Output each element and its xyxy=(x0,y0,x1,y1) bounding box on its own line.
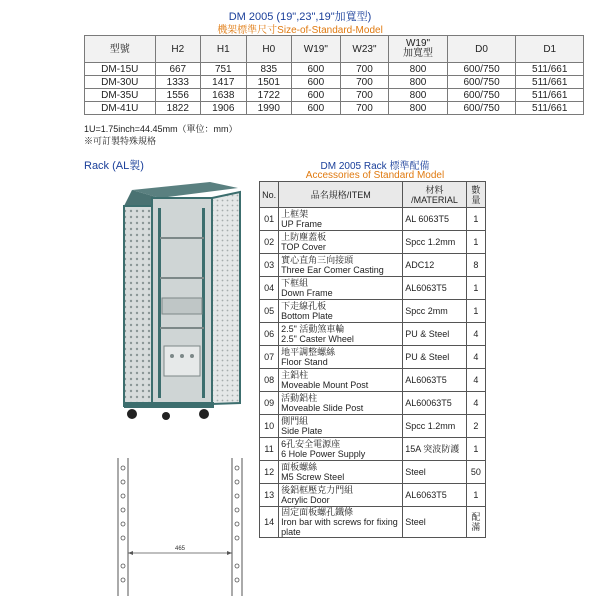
accessory-item-en: Iron bar with screws for fixing plate xyxy=(281,517,398,537)
accessory-item-zh: 實心直角三向接頭 xyxy=(281,255,354,265)
spec-value-cell: 800 xyxy=(389,89,447,102)
accessory-item-en: UP Frame xyxy=(281,219,323,229)
accessory-no: 08 xyxy=(260,369,279,392)
spec-value-cell: 700 xyxy=(340,63,389,76)
accessory-item-zh: 面板螺絲 xyxy=(281,462,318,472)
accessory-item-zh: 下走線孔板 xyxy=(281,301,327,311)
spec-value-cell: 1556 xyxy=(155,89,201,102)
spec-col-w19: W19" xyxy=(292,36,341,63)
accessory-no: 14 xyxy=(260,507,279,538)
spec-col-h2: H2 xyxy=(155,36,201,63)
spec-row xyxy=(85,76,584,89)
accessory-row xyxy=(260,484,486,507)
spec-col-w23: W23" xyxy=(340,36,389,63)
accessory-item xyxy=(279,484,403,507)
spec-col-model: 型號 xyxy=(85,36,156,63)
accessory-item xyxy=(279,346,403,369)
accessory-item-en: Moveable Mount Post xyxy=(281,380,369,390)
accessory-item xyxy=(279,392,403,415)
accessory-qty: 1 xyxy=(466,300,485,323)
accessories-header-row xyxy=(260,182,486,208)
spec-value-cell: 1638 xyxy=(201,89,247,102)
spec-row xyxy=(85,102,584,115)
accessory-item-zh: 主鋁柱 xyxy=(281,370,309,380)
accessory-material: Steel xyxy=(403,461,467,484)
accessory-material: PU & Steel xyxy=(403,323,467,346)
spec-value-cell: 1333 xyxy=(155,76,201,89)
accessory-item xyxy=(279,507,403,538)
spec-value-cell: 700 xyxy=(340,89,389,102)
accessory-item-zh: 地平調整螺絲 xyxy=(281,347,336,357)
spec-row xyxy=(85,63,584,76)
page-subtitle: 機架標準尺寸Size-of-Standard-Model xyxy=(217,25,383,36)
accessory-no: 12 xyxy=(260,461,279,484)
accessory-no: 10 xyxy=(260,415,279,438)
acc-col-qty: 數 量 xyxy=(466,182,485,208)
spec-value-cell: 600 xyxy=(292,63,341,76)
accessory-row xyxy=(260,323,486,346)
accessory-row xyxy=(260,415,486,438)
accessory-item-en: TOP Cover xyxy=(281,242,326,252)
spec-value-cell: 1990 xyxy=(246,102,292,115)
rack-label: Rack (AL製) xyxy=(84,160,144,172)
accessory-row xyxy=(260,392,486,415)
accessory-row xyxy=(260,277,486,300)
accessory-material: AL 6063T5 xyxy=(403,208,467,231)
spec-value-cell: 835 xyxy=(246,63,292,76)
spec-value-cell: 700 xyxy=(340,102,389,115)
accessory-item-zh: 2.5" 活動煞車輪 xyxy=(281,324,345,334)
accessories-table xyxy=(259,181,486,538)
spec-model-cell: DM-41U xyxy=(85,102,156,115)
accessory-row xyxy=(260,208,486,231)
accessory-item-zh: 上框架 xyxy=(281,209,309,219)
spec-value-cell: 1417 xyxy=(201,76,247,89)
dimension-label: 465 xyxy=(174,546,186,552)
spec-value-cell: 600/750 xyxy=(447,76,516,89)
accessory-item-zh: 活動鋁柱 xyxy=(281,393,318,403)
spec-value-cell: 600 xyxy=(292,76,341,89)
spec-value-cell: 511/661 xyxy=(516,76,584,89)
accessory-no: 07 xyxy=(260,346,279,369)
accessory-qty: 1 xyxy=(466,208,485,231)
accessory-row xyxy=(260,461,486,484)
accessory-material: AL6063T5 xyxy=(403,484,467,507)
accessory-qty: 1 xyxy=(466,231,485,254)
spec-value-cell: 600/750 xyxy=(447,102,516,115)
accessory-no: 11 xyxy=(260,438,279,461)
accessory-qty: 4 xyxy=(466,323,485,346)
accessory-item-zh: 後鋁框壓克力門組 xyxy=(281,485,354,495)
accessory-material: Spcc 1.2mm xyxy=(403,415,467,438)
spec-col-h1: H1 xyxy=(201,36,247,63)
accessory-item-en: M5 Screw Steel xyxy=(281,472,345,482)
accessory-qty: 1 xyxy=(466,484,485,507)
size-spec-table xyxy=(84,35,584,115)
accessory-qty: 1 xyxy=(466,438,485,461)
accessory-no: 02 xyxy=(260,231,279,254)
spec-value-cell: 600 xyxy=(292,102,341,115)
spec-value-cell: 600 xyxy=(292,89,341,102)
spec-value-cell: 511/661 xyxy=(516,63,584,76)
acc-col-material: 材料 /MATERIAL xyxy=(403,182,467,208)
accessory-no: 03 xyxy=(260,254,279,277)
accessory-item-zh: 6孔安全電源座 xyxy=(281,439,341,449)
accessory-item xyxy=(279,300,403,323)
spec-value-cell: 700 xyxy=(340,76,389,89)
spec-col-w19-wide: W19" 加寬型 xyxy=(389,36,447,63)
spec-value-cell: 751 xyxy=(201,63,247,76)
accessory-qty: 8 xyxy=(466,254,485,277)
accessory-item xyxy=(279,231,403,254)
accessory-item xyxy=(279,208,403,231)
accessory-item-en: Bottom Plate xyxy=(281,311,333,321)
accessory-row xyxy=(260,369,486,392)
accessory-item xyxy=(279,323,403,346)
spec-value-cell: 800 xyxy=(389,63,447,76)
accessory-row xyxy=(260,254,486,277)
accessory-item xyxy=(279,254,403,277)
spec-value-cell: 1501 xyxy=(246,76,292,89)
accessory-item-en: 6 Hole Power Supply xyxy=(281,449,366,459)
accessory-no: 04 xyxy=(260,277,279,300)
spec-col-d1: D1 xyxy=(516,36,584,63)
accessory-material: PU & Steel xyxy=(403,346,467,369)
accessory-item xyxy=(279,461,403,484)
spec-value-cell: 1722 xyxy=(246,89,292,102)
spec-value-cell: 600/750 xyxy=(447,89,516,102)
accessory-item-zh: 側門組 xyxy=(281,416,309,426)
accessory-qty: 50 xyxy=(466,461,485,484)
accessory-material: Spcc 2mm xyxy=(403,300,467,323)
spec-col-d0: D0 xyxy=(447,36,516,63)
accessory-item-en: Side Plate xyxy=(281,426,323,436)
accessory-item-zh: 上防塵蓋板 xyxy=(281,232,327,242)
accessory-qty: 配滿 xyxy=(466,507,485,538)
spec-model-cell: DM-15U xyxy=(85,63,156,76)
unit-note: 1U=1.75inch=44.45mm（單位：mm） xyxy=(84,124,238,134)
accessory-item-en: Three Ear Comer Casting xyxy=(281,265,384,275)
accessory-item-en: Moveable Slide Post xyxy=(281,403,364,413)
accessory-row xyxy=(260,231,486,254)
spec-model-cell: DM-35U xyxy=(85,89,156,102)
custom-spec-note: ※可訂製特殊規格 xyxy=(84,136,157,146)
accessory-item-zh: 下框組 xyxy=(281,278,309,288)
spec-value-cell: 511/661 xyxy=(516,102,584,115)
spec-value-cell: 667 xyxy=(155,63,201,76)
spec-model-cell: DM-30U xyxy=(85,76,156,89)
accessory-no: 13 xyxy=(260,484,279,507)
accessory-material: Steel xyxy=(403,507,467,538)
accessory-item-en: 2.5" Caster Wheel xyxy=(281,334,354,344)
accessory-qty: 2 xyxy=(466,415,485,438)
accessory-material: ADC12 xyxy=(403,254,467,277)
accessory-material: AL6063T5 xyxy=(403,369,467,392)
accessories-title: DM 2005 Rack 標準配備 xyxy=(320,161,430,172)
accessory-no: 05 xyxy=(260,300,279,323)
acc-col-no: No. xyxy=(260,182,279,208)
accessory-item xyxy=(279,369,403,392)
accessory-item xyxy=(279,438,403,461)
accessory-qty: 4 xyxy=(466,346,485,369)
spec-header-row xyxy=(85,36,584,63)
spec-row xyxy=(85,89,584,102)
accessory-item xyxy=(279,277,403,300)
spec-value-cell: 600/750 xyxy=(447,63,516,76)
spec-value-cell: 511/661 xyxy=(516,89,584,102)
accessory-material: AL60063T5 xyxy=(403,392,467,415)
accessory-row xyxy=(260,507,486,538)
spec-value-cell: 800 xyxy=(389,102,447,115)
page-title: DM 2005 (19",23",19"加寬型) xyxy=(228,11,372,23)
accessory-no: 01 xyxy=(260,208,279,231)
spec-value-cell: 1822 xyxy=(155,102,201,115)
spec-value-cell: 1906 xyxy=(201,102,247,115)
accessory-item xyxy=(279,415,403,438)
accessory-qty: 4 xyxy=(466,392,485,415)
accessory-material: 15A 突波防護 xyxy=(403,438,467,461)
rack-dimension-drawing xyxy=(110,458,255,596)
rack-cabinet-illustration xyxy=(110,178,250,423)
accessory-material: AL6063T5 xyxy=(403,277,467,300)
accessory-item-en: Floor Stand xyxy=(281,357,328,367)
accessory-qty: 4 xyxy=(466,369,485,392)
accessories-subtitle: Accessories of Standard Model xyxy=(305,170,445,181)
accessory-no: 06 xyxy=(260,323,279,346)
accessory-item-zh: 固定面板螺孔鐵條 xyxy=(281,507,354,517)
accessory-item-en: Down Frame xyxy=(281,288,333,298)
accessory-material: Spcc 1.2mm xyxy=(403,231,467,254)
accessory-qty: 1 xyxy=(466,277,485,300)
accessory-row xyxy=(260,438,486,461)
acc-col-item: 品名規格/ITEM xyxy=(279,182,403,208)
spec-col-h0: H0 xyxy=(246,36,292,63)
accessory-row xyxy=(260,300,486,323)
accessory-no: 09 xyxy=(260,392,279,415)
spec-value-cell: 800 xyxy=(389,76,447,89)
accessory-item-en: Acrylic Door xyxy=(281,495,330,505)
accessory-row xyxy=(260,346,486,369)
